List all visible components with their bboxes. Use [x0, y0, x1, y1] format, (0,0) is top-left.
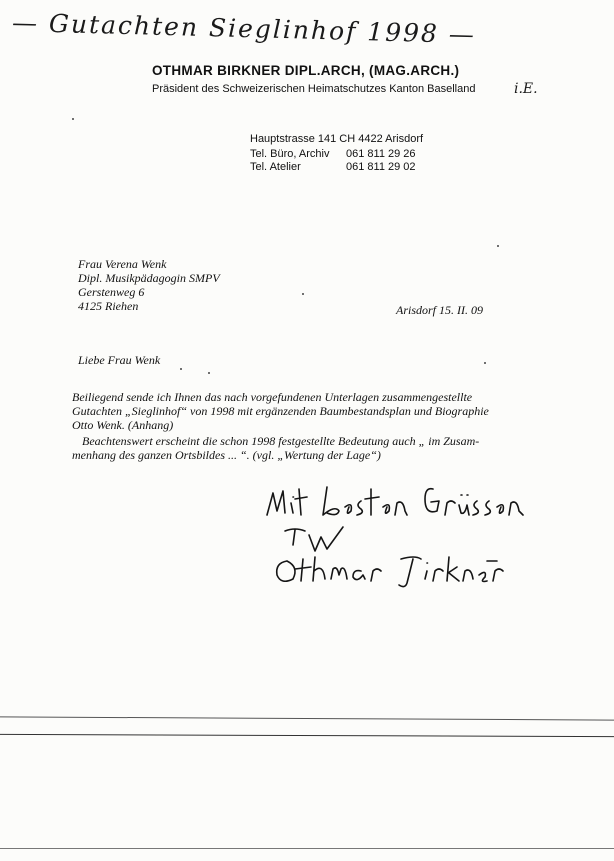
- scan-speck: [180, 368, 182, 370]
- fold-line: [0, 734, 614, 737]
- recipient-line-3: Gerstenweg 6: [78, 285, 145, 299]
- sender-phone-office-label: Tel. Büro, Archiv: [250, 148, 330, 160]
- letterhead-name: OTHMAR BIRKNER DIPL.ARCH, (MAG.ARCH.): [152, 63, 460, 78]
- scan-speck: [497, 245, 499, 247]
- sender-phone-office: 061 811 29 26: [346, 148, 416, 160]
- scan-speck: [302, 293, 304, 295]
- recipient-line-1: Frau Verena Wenk: [78, 257, 167, 271]
- sender-phone-atelier: 061 811 29 02: [346, 161, 416, 173]
- recipient-line-2: Dipl. Musikpädagogin SMPV: [78, 271, 220, 285]
- handwritten-signature: [265, 475, 545, 595]
- scan-speck: [208, 372, 210, 374]
- body-paragraph-2-line-2: menhang des ganzen Ortsbildes ... “. (vgl. „Wertung der Lage“): [72, 448, 381, 462]
- fold-line: [0, 716, 614, 720]
- body-paragraph-1-line-3: Otto Wenk. (Anhang): [72, 418, 174, 432]
- body-paragraph-1-line-2: Gutachten „Sieglinhof“ von 1998 mit ergänzenden Baumbestandsplan und Biographie: [72, 404, 489, 418]
- body-paragraph-1-line-1: Beiliegend sende ich Ihnen das nach vorgefundenen Unterlagen zusammengestellte: [72, 390, 473, 404]
- handwritten-initials: i.E.: [514, 81, 538, 97]
- scan-speck: [484, 362, 486, 364]
- sender-phone-atelier-label: Tel. Atelier: [250, 161, 301, 173]
- letter-date: Arisdorf 15. II. 09: [396, 303, 483, 317]
- recipient-line-4: 4125 Riehen: [78, 299, 139, 313]
- fold-line: [0, 848, 614, 849]
- handwritten-title-note: — Gutachten Sieglinhof 1998 —: [11, 7, 477, 50]
- letterhead-title: Präsident des Schweizerischen Heimatschutzes Kanton Baselland: [152, 83, 476, 95]
- body-paragraph-2-line-1: Beachtenswert erscheint die schon 1998 festgestellte Bedeutung auch „ im Zusam-: [82, 434, 480, 448]
- scan-speck: [72, 118, 74, 120]
- salutation: Liebe Frau Wenk: [78, 353, 161, 367]
- sender-address: Hauptstrasse 141 CH 4422 Arisdorf: [250, 133, 424, 145]
